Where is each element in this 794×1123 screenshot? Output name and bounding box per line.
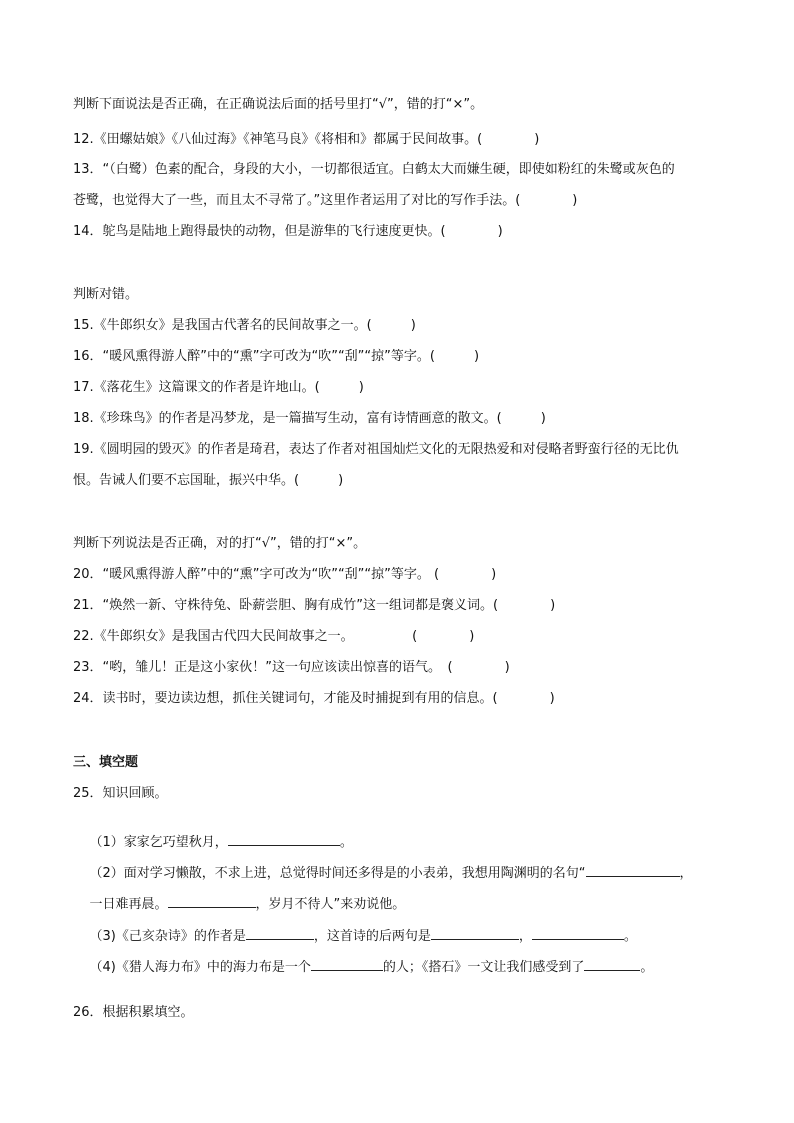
question-17: 17.《落花生》这篇课文的作者是许地山。( ) — [73, 380, 364, 395]
question-12: 12.《田螺姑娘》《八仙过海》《神笔马良》《将相和》都属于民间故事。( ) — [73, 132, 540, 147]
answer-blank[interactable] — [431, 927, 519, 940]
question-18: 18.《珍珠鸟》的作者是冯梦龙，是一篇描写生动，富有诗情画意的散文。( ) — [73, 411, 546, 426]
question-24: 24．读书时，要边读边想，抓住关键词句，才能及时捕捉到有用的信息。( ) — [73, 691, 555, 706]
answer-blank[interactable] — [584, 958, 640, 971]
q25-2-end: ，岁月不待人”来劝说他。 — [255, 897, 406, 912]
q25-1-text: （1）家家乞巧望秋月， — [89, 835, 228, 850]
q25-1-end: 。 — [339, 835, 353, 850]
q25-3-text2: ，这首诗的后两句是 — [313, 929, 431, 944]
question-25-4 — [73, 942, 653, 992]
q25-4-end: 。 — [640, 960, 654, 975]
question-19-line1: 19.《圆明园的毁灭》的作者是琦君，表达了作者对祖国灿烂文化的无限热爱和对侵略者野蛮行径的无比仇 — [73, 442, 679, 457]
q25-2-comma: ， — [679, 866, 693, 881]
answer-blank[interactable] — [311, 958, 383, 971]
question-15: 15.《牛郎织女》是我国古代著名的民间故事之一。( ) — [73, 318, 416, 333]
question-19-line2: 恨。告诫人们要不忘国耻，振兴中华。( ) — [73, 473, 344, 488]
q25-3-end: 。 — [623, 929, 637, 944]
question-16: 16．“暖风熏得游人醉”中的“熏”字可改为“吹”“刮”“掠”等字。( ) — [73, 349, 480, 364]
section-heading: 三、填空题 — [73, 755, 139, 770]
question-21: 21．“焕然一新、守株待兔、卧薪尝胆、胸有成竹”这一组词都是褒义词。( ) — [73, 598, 556, 613]
instruction-1: 判断下面说法是否正确，在正确说法后面的括号里打“√”，错的打“×”。 — [73, 97, 484, 112]
question-13-line1: 13．“（白鹭）色素的配合，身段的大小，一切都很适宜。白鹤太大而嫌生硬，即使如粉红的朱鹭或灰色的 — [73, 162, 675, 177]
answer-blank[interactable] — [228, 833, 340, 846]
question-14: 14．鸵鸟是陆地上跑得最快的动物，但是游隼的飞行速度更快。( ) — [73, 224, 503, 239]
question-25-title: 25．知识回顾。 — [73, 786, 168, 801]
question-26-title: 26．根据积累填空。 — [73, 1005, 194, 1020]
q25-3-comma: ， — [518, 929, 532, 944]
question-23: 23．“哟，雏儿！正是这小家伙！”这一句应该读出惊喜的语气。 ( ) — [73, 660, 510, 675]
q25-4-text2: 的人；《搭石》一文让我们感受到了 — [382, 960, 585, 975]
answer-blank[interactable] — [586, 864, 680, 877]
question-22: 22.《牛郎织女》是我国古代四大民间故事之一。 ( ) — [73, 629, 475, 644]
q25-3-text: （3)《己亥杂诗》的作者是 — [89, 929, 246, 944]
question-20: 20．“暖风熏得游人醉”中的“熏”字可改为“吹”“刮”“掠”等字。 ( ) — [73, 567, 497, 582]
q25-4-text: （4)《猎人海力布》中的海力布是一个 — [89, 960, 311, 975]
answer-blank[interactable] — [532, 927, 624, 940]
question-13-line2: 苍鹭，也觉得大了一些，而且太不寻常了。”这里作者运用了对比的写作手法。( ) — [73, 193, 578, 208]
q25-2-text: （2）面对学习懒散，不求上进，总觉得时间还多得是的小表弟，我想用陶渊明的名句“ — [89, 866, 586, 881]
answer-blank[interactable] — [168, 895, 256, 908]
instruction-3: 判断下列说法是否正确，对的打“√”，错的打“×”。 — [73, 536, 367, 551]
q25-2-text2: 一日难再晨。 — [89, 897, 168, 912]
instruction-2: 判断对错。 — [73, 287, 139, 302]
answer-blank[interactable] — [246, 927, 314, 940]
